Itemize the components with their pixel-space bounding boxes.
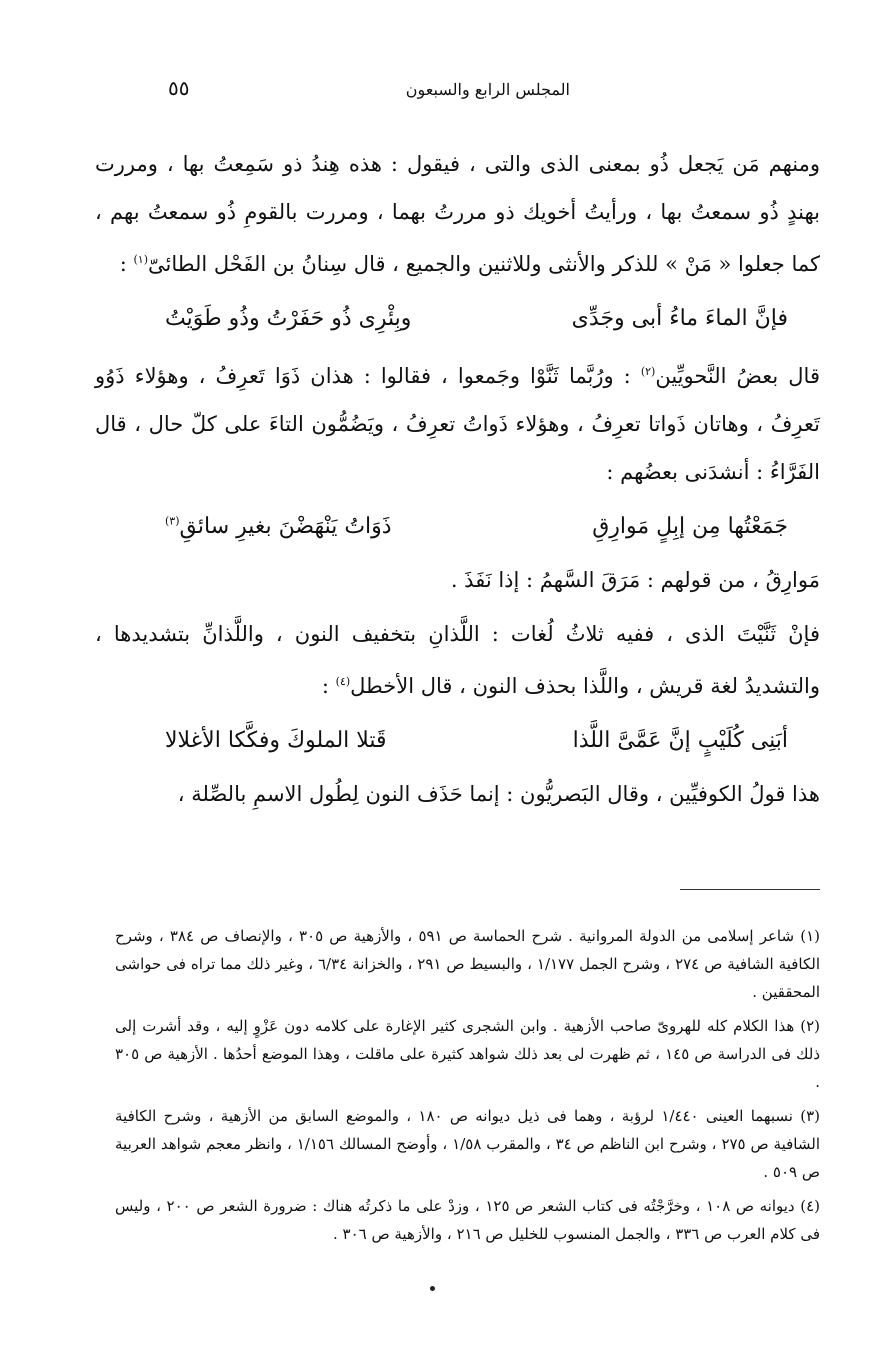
verse-2-first-hemistich: جَمَعْتُها مِن إبِلٍ مَوارِقِ — [592, 513, 788, 539]
footnote-ref-4: (٤) — [335, 675, 351, 688]
paragraph-2-rest: : ورُبَّما ثَنَّوْا وجَمعوا ، فقالوا : هذان ذَوَا تَعرِفُ ، وهؤلاء ذَوُو تَعرِفُ ، وهاتان ذَواتا تعرِفُ ، وهؤلاء ذَواتُ تعرِفُ ، ويَضُمُّون التاءَ على كلّ — [95, 364, 820, 436]
footnote-1: (١) شاعر إسلامى من الدولة المروانية . شرح الحماسة ص ٥٩١ ، والأزهية ص ٣٠٥ ، والإنصاف ص ٣٨٤ ، وشرح الكافية الشافية ص ٢٧٤ ، وشرح الجمل ١/١٧٧ ، والبسيط ص ٢٩١ ، والخزانة ٦/٣٤ ، وغير ذلك مما تراه فى حواشى المحققين . — [115, 927, 820, 1001]
paragraph-4: فإنْ ثَنَّيْتَ الذى ، ففيه ثلاثُ لُغات : اللَّذانِ بتخفيف النون ، واللَّذانِّ بتشديدها ، والتشديدُ لغة قريش ، واللَّذا بحذف النون ، قال الأخطل$^{(٤)}$ : — [95, 622, 820, 698]
verse-3-second-hemistich: قَتلا الملوكَ وفكَّكا الأغلالا — [165, 727, 387, 753]
paragraph-1: ومنهم مَن يَجعل ذُو بمعنى الذى والتى ، فيقول : هذه هِندُ ذو سَمِعتُ بها ، ومررت بهندٍ ذُو سمعتُ بها ، ورأيتُ أخويك ذو مررتُ بهما ، ومررت بالقومِ ذُو سمعتُ بهم ، كما جعلوا « مَنْ » للذكر والأنثى وللاثنين والجميع ، قال سِنانُ بن الفَحْل الطائىّ$^{(١)}$ : — [95, 152, 820, 276]
paragraph-2-end: حال ، قال الفَرَّاءُ : أنشدَنى بعضُهم : — [95, 412, 820, 484]
paragraph-2-text: قال بعضُ النَّحويِّين — [655, 364, 820, 388]
main-text — [95, 140, 820, 818]
paragraph-4-text: فإنْ ثَنَّيْتَ الذى ، ففيه ثلاثُ لُغات : اللَّذانِ بتخفيف النون ، واللَّذانِّ بتشديدها ، والتشديدُ لغة قريش ، واللَّذا بحذف النون ، قال الأخطل — [95, 622, 820, 698]
verse-3-first-hemistich: أبَنِى كُلَيْبٍ إنَّ عَمَّىَّ اللَّذا — [572, 727, 788, 753]
footnote-4: (٤) ديوانه ص ١٠٨ ، وخرَّجْتُه فى كتاب الشعر ص ١٢٥ ، وزدْ على ما ذكرتُه هناك : ضرورة الشعر ص ٢٠٠ ، وليس فى كلام العرب ص ٣٣٦ ، والجمل المنسوب للخليل ص ٢١٦ ، والأزهية ص ٣٠٦ . — [115, 1197, 820, 1243]
footnote-ref-2: (٢) — [640, 365, 656, 378]
footnote-3: (٣) نسبهما العينى ١/٤٤٠ لرؤبة ، وهما فى ذيل ديوانه ص ١٨٠ ، والموضع السابق من الأزهية ، وشرح الكافية الشافية ص ٢٧٥ ، وشرح ابن الناظم ص ٣٤ ، والمقرب ١/٥٨ ، وأوضح المسالك ١/١٥٦ ، وانظر معجم شواهد العربية ص ٥٠٩ . — [115, 1107, 820, 1181]
running-head: المجلس الرابع والسبعون — [405, 80, 570, 99]
paragraph-3: مَوارِقُ ، من قولهم : مَرَقَ السَّهمُ : إذا نَفَذَ . — [450, 568, 820, 592]
verse-1 — [95, 288, 820, 348]
paragraph-5: هذا قولُ الكوفيِّين ، وقال البَصريُّون : إنما حَذَف النون لِطُول الاسمِ بالصِّلة ، — [177, 782, 820, 806]
verse-1-second-hemistich: وبِئْرِى ذُو حَفَرْتُ وذُو طَوَيْتُ — [165, 305, 412, 331]
verse-1-first-hemistich: فإنَّ الماءَ ماءُ أبى وجَدِّى — [571, 305, 788, 331]
page-header — [120, 76, 820, 110]
paragraph-2 — [95, 348, 820, 496]
footnote-2: (٢) هذا الكلام كله للهروىّ صاحب الأزهية . وابن الشجرى كثير الإغارة على كلامه دون عَزْوٍ إليه ، وقد أشرت إلى ذلك فى الدراسة ص ١٤٥ ، ثم ظهرت لى بعد ذلك شواهد كثيرة على ماقلت ، وهذا الموضع أحدُها . الأزهية ص ٣٠٥ . — [115, 1017, 820, 1091]
page-number: ٥٥ — [168, 76, 190, 100]
footnote-separator — [680, 889, 820, 890]
bottom-dot-mark — [430, 1286, 435, 1291]
verse-2-text: ذَوَاتُ يَنْهَضْنَ بغيرِ سائقِ — [179, 513, 392, 539]
verse-3 — [95, 710, 820, 770]
verse-2-second-hemistich — [165, 514, 392, 539]
verse-2 — [95, 496, 820, 556]
paragraph-1-text: ومنهم مَن يَجعل ذُو بمعنى الذى والتى ، فيقول : هذه هِندُ ذو سَمِعتُ بها ، ومررت بهندٍ ذُو سمعتُ بها ، ورأيتُ أخويك ذو مررتُ بهما ، ومررت بالقومِ ذُو سمعتُ بهم ، كما جعلوا « مَنْ » للذكر والأنثى وللاثنين والجميع ، قال سِنانُ بن الفَحْل الطائىّ — [95, 152, 820, 276]
footnote-ref-3: (٣) — [165, 514, 180, 528]
footnotes — [115, 922, 820, 1254]
footnote-ref-1: (١) — [133, 253, 148, 266]
